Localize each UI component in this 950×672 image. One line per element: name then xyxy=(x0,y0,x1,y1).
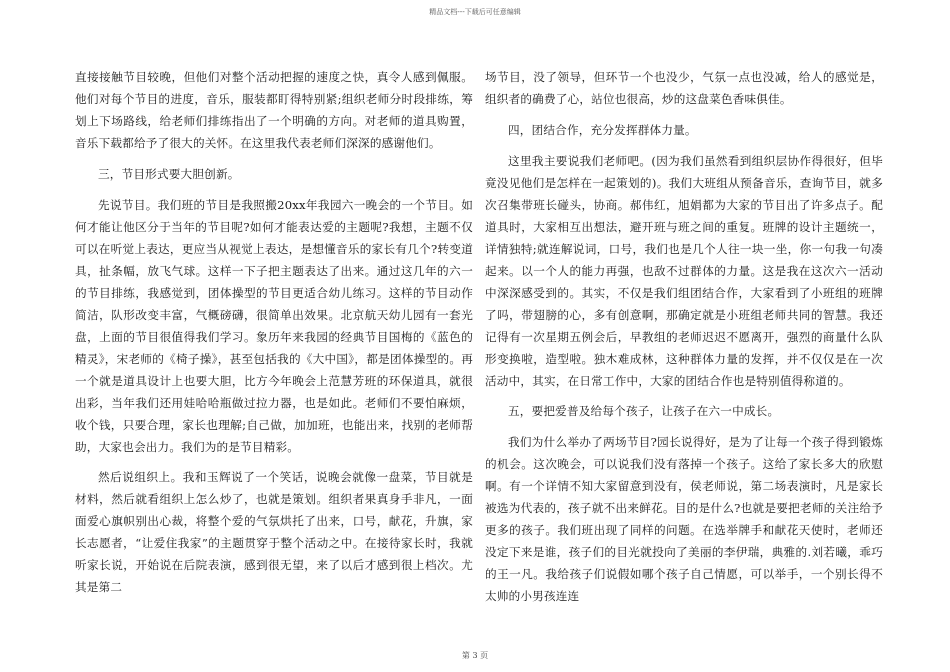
page-header: 精品文档---下载后可任意编辑 xyxy=(429,8,521,16)
paragraph: 这里我主要说我们老师吧。(因为我们虽然看到组织层协作得很好，但毕竟没见他们是怎样在一起策划的)。我们大班组从预备音乐，查询节目，就多次召集带班长碰头，协商。郝伟红，旭娟都为大家的节目出了许多点子。配道具时，大家相互出想法，避开班与班之间的重复。班牌的设计主题统一，详情独特;就连解说词，口号，我们也是几个人往一块一坐，你一句我一句凑起来。以一个人的能力再强，也敌不过群体的力量。这是我在这次六一活动中深深感受到的。其实，不仅是我们组团结合作，大家看到了小班组的班牌了吗，带翅膀的心，多有创意啊，那确定就是小班组老师共同的智慧。我还记得有一次星期五例会后，早教组的老师迟迟不愿离开，强烈的商量什么队形变换啦，造型啦。独木难成林，这种群体力量的发挥，并不仅仅是在一次活动中，其实，在日常工作中，大家的团结合作也是特别值得称道的。 xyxy=(485,153,883,388)
page-number: 第 3 页 xyxy=(461,651,489,660)
paragraph: 场节目，没了领导，但环节一个也没少，气氛一点也没减，给人的感觉是，组织者的确费了心，站位也很高，炒的这盘菜色香味俱佳。 xyxy=(485,70,883,106)
paragraph: 然后说组织上。我和玉辉说了一个笑话，说晚会就像一盘菜，节目就是材料，然后就看组织上怎么炒了，也就是策划。组织者果真身手非凡，一面面爱心旗帜别出心裁，将整个爱的气氛烘托了出来，口号，献花，升旗，家长志愿者，“让爱住我家”的主题贯穿于整个活动之中。在接待家长时，我就听家长说，开始说在后院表演，感到很无望，来了以后才感到很上档次。尤其是第二 xyxy=(75,470,473,595)
left-column xyxy=(75,66,473,607)
paragraph: 先说节目。我们班的节目是我照搬20xx年我园六一晚会的一个节目。如何才能让他区分于当年的节目呢?如何才能表达爱的主题呢?我想，主题不仅可以在听觉上表达，更应当从视觉上表达，是想懂音乐的家长有几个?转变道具，扯条幅，放飞气球。这样一下子把主题表达了出来。通过这几年的六一的节目排练，我感觉到，团体操型的节目更适合幼儿练习。这样的节目动作简洁，队形改变丰富，气概磅礴，很简单出效果。北京航天幼儿园有一套光盘，上面的节目很值得我们学习。象历年来我园的经典节目国梅的《蓝色的精灵》，宋老师的《椅子操》，甚至包括我的《大中国》，都是团体操型的。再一个就是道具设计上也要大胆，比方今年晚会上范慧芳班的环保道具，就很出彩，当年我们还用娃哈哈瓶做过拉力器，也是如此。老师们不要怕麻烦，收个钱，只要合理，家长也理解;自己做，加加班，也能出来，找别的老师帮助，大家也会出力。我们为的是节目精彩。 xyxy=(75,197,473,454)
section-heading: 三，节目形式要大胆创新。 xyxy=(98,166,240,181)
right-column xyxy=(485,66,883,616)
section-heading: 四，团结合作，充分发挥群体力量。 xyxy=(508,122,697,137)
section-heading: 五，要把爱普及给每个孩子，让孩子在六一中成长。 xyxy=(508,404,780,419)
paragraph: 直接接触节目较晚，但他们对整个活动把握的速度之快，真令人感到佩服。他们对每个节目的进度，音乐，服装都盯得特别紧;组织老师分时段排练，筹划上下场路线，给老师们排练指出了一个明确的方向。对老师的道具购置，音乐下载都给予了很大的关怀。在这里我代表老师们深深的感谢他们。 xyxy=(75,70,473,150)
paragraph: 我们为什么举办了两场节目?园长说得好，是为了让每一个孩子得到锻炼的机会。这次晚会，可以说我们没有落掉一个孩子。这给了家长多大的欣慰啊。有一个详情不知大家留意到没有，侯老师说，第二场表演时，凡是家长被选为代表的，孩子就不出来鲜花。目的是什么?也就是要把老师的关注给予更多的孩子。我们班出现了同样的问题。在选举牌手和献花天使时，老师还没定下来是谁，孩子们的目光就投向了美丽的李伊瑞，典雅的.刘若曦，乖巧的王一凡。我给孩子们说假如哪个孩子自己情愿，可以举手，一个别长得不太帅的小男孩连连 xyxy=(485,435,883,604)
